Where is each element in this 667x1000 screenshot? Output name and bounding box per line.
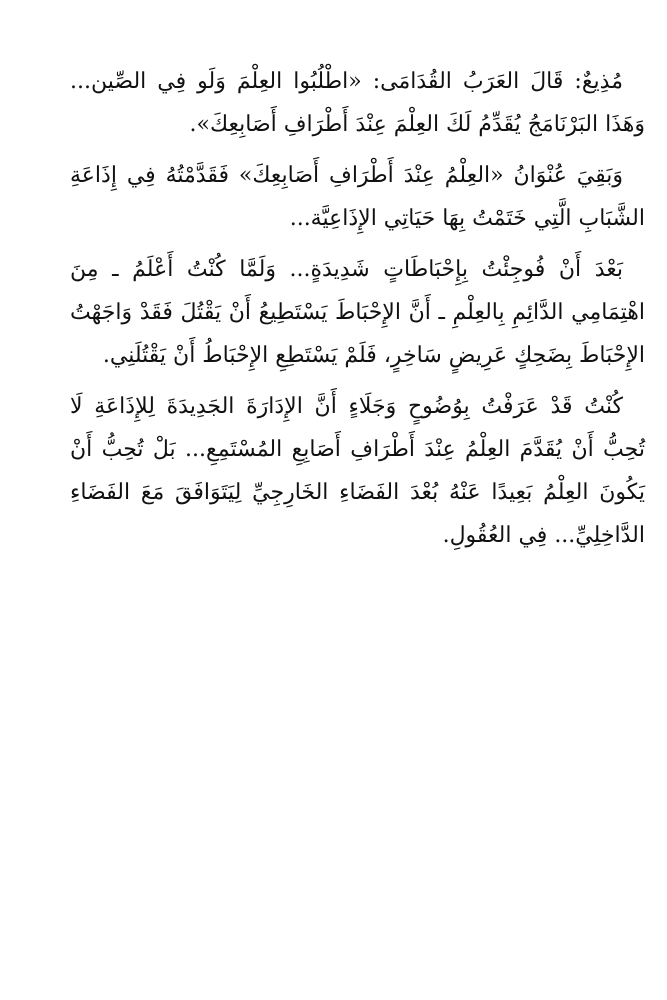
paragraph-4: كُنْتُ قَدْ عَرَفْتُ بِوُضُوحٍ وَجَلَاءٍ أَنَّ الإِدَارَةَ الجَدِيدَةَ لِلإِذَاعَةِ لَا تُحِبُّ أَنْ يُقَدَّمَ العِلْمُ عِنْدَ أَطْرَافِ أَصَابِعِ المُسْتَمِعِ... بَلْ تُحِبُّ أَنْ يَكُونَ العِلْمُ بَعِيدًا عَنْهُ بُعْدَ الفَضَاءِ الخَارِجِيِّ لِيَتَوَافَقَ مَعَ الفَضَاءِ الدَّاخِلِيِّ... فِي العُقُولِ. xyxy=(70,394,645,548)
paragraph-1: مُذِيعٌ: قَالَ العَرَبُ القُدَامَى: «اطْلُبُوا العِلْمَ وَلَو فِي الصِّين... وَهَذَا البَرْنَامَجُ يُقَدِّمُ لَكَ العِلْمَ عِنْدَ أَطْرَافِ أَصَابِعِكَ». xyxy=(70,69,645,137)
paragraph-3: بَعْدَ أَنْ فُوجِئْتُ بِإِحْبَاطَاتٍ شَدِيدَةٍ... وَلَمَّا كُنْتُ أَعْلَمُ ـ مِنَ اهْتِمَامِي الدَّائِمِ بِالعِلْمِ ـ أَنَّ الإِحْبَاطَ يَسْتَطِيعُ أَنْ يَقْتُلَ فَقَدْ وَاجَهْتُ الإِحْبَاطَ بِضَحِكٍ عَرِيضٍ سَاخِرٍ، فَلَمْ يَسْتَطِعِ الإِحْبَاطُ أَنْ يَقْتُلَنِي. xyxy=(70,257,645,368)
paragraph-2: وَبَقِيَ عُنْوَانُ «العِلْمُ عِنْدَ أَطْرَافِ أَصَابِعِكَ» فَقَدَّمْتُهُ فِي إِذَاعَةِ الشَّبَابِ الَّتِي خَتَمْتُ بِهَا حَيَاتِي الإِذَاعِيَّة... xyxy=(70,163,645,231)
book-page xyxy=(70,60,645,960)
